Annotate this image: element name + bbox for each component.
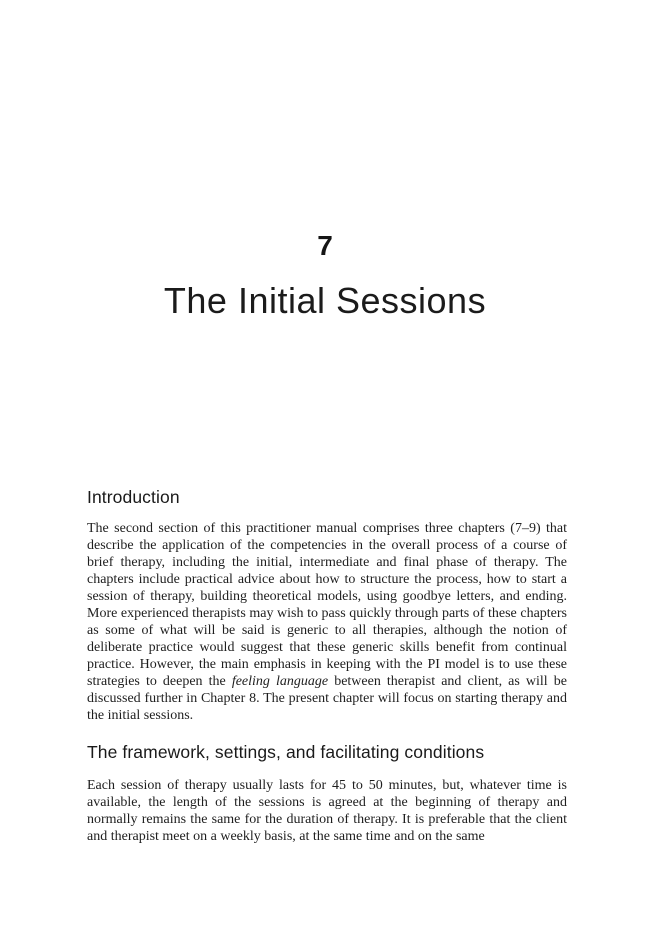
page-content	[87, 0, 567, 926]
section-heading-introduction: Introduction	[87, 487, 180, 507]
italic-phrase-feeling-language: feeling language	[231, 674, 329, 689]
chapter-title: The Initial Sessions	[163, 280, 487, 321]
chapter-number: 7	[317, 230, 333, 261]
introduction-paragraph-text-continued: between therapist and client, as will be discussed further in Chapter 8. The present chapter will focus on starting therapy and the initial sessions.	[87, 674, 567, 723]
section-heading-framework: The framework, settings, and facilitating conditions	[87, 742, 485, 762]
framework-paragraph: Each session of therapy usually lasts for 45 to 50 minutes, but, whatever time is available, the length of the sessions is agreed at the beginning of therapy and normally remains the same for the duration of therapy. It is preferable that the client and therapist meet on a weekly basis, at the same time and on the same	[87, 778, 567, 844]
introduction-paragraph-text: The second section of this practitioner manual comprises three chapters (7–9) that describe the application of the competencies in the overall process of a course of brief therapy, including the initial, intermediate and final phase of therapy. The chapters include practical advice about how to structure the process, how to start a session of therapy, building theoretical models, using goodbye letters, and ending. More experienced therapists may wish to pass quickly through parts of these chapters as some of what will be said is generic to all therapies, although the notion of deliberate practice would suggest that these generic skills benefit from continual practice. However, the main emphasis in keeping with the PI model is to use these strategies to deepen the	[87, 521, 567, 689]
introduction-paragraph	[87, 520, 567, 724]
